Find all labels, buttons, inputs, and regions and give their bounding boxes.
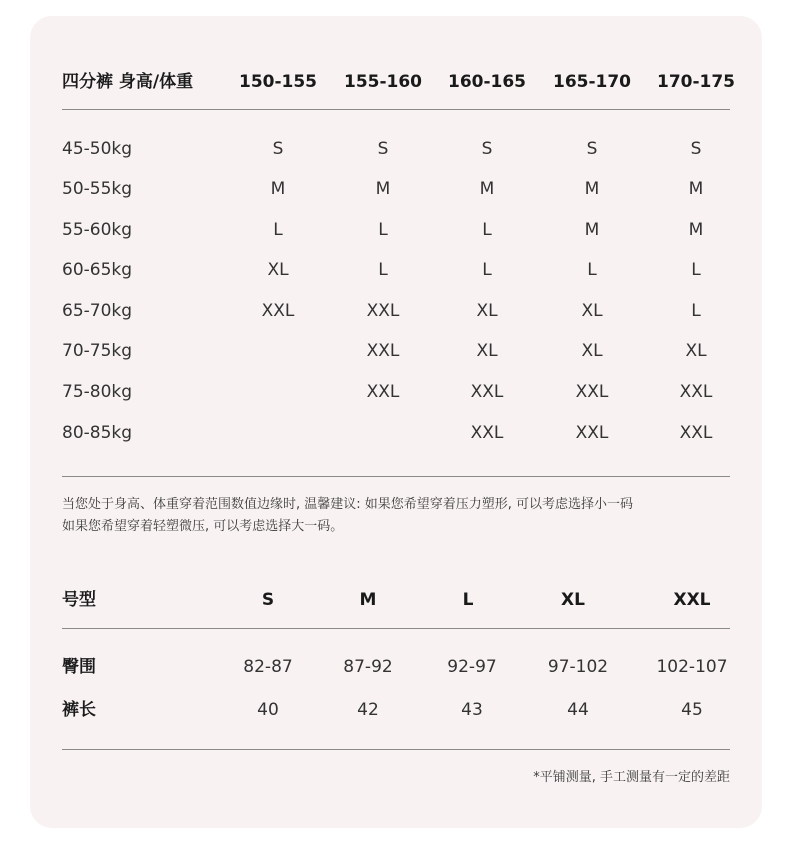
size-cell: XXL (679, 382, 713, 402)
table-row (62, 413, 730, 453)
size-cell: XXL (470, 423, 504, 443)
size-cell: XXL (366, 382, 400, 402)
size-cell: L (273, 220, 283, 240)
weight-label: 45-50kg (62, 139, 133, 159)
height-column-5: 170-175 (656, 72, 736, 92)
measurement-label-hip: 臀围 (62, 657, 96, 677)
measurement-cell: 102-107 (656, 657, 728, 677)
measurement-cell: 87-92 (343, 657, 393, 677)
size-cell: S (586, 139, 598, 159)
size-cell: L (482, 260, 492, 280)
size-cell: S (690, 139, 702, 159)
size-column-xl: XL (561, 590, 585, 610)
height-column-4: 165-170 (552, 72, 632, 92)
height-column-2: 155-160 (343, 72, 423, 92)
measurement-label-length: 裤长 (62, 700, 96, 720)
fit-advice-line-2: 如果您希望穿着轻塑微压, 可以考虑选择大一码。 (62, 519, 344, 534)
size-cell (343, 413, 423, 453)
measurement-cell: 43 (461, 700, 483, 720)
table-row (62, 647, 730, 687)
table-row (62, 690, 730, 730)
measurement-cell: 42 (357, 700, 379, 720)
size-cell: XXL (575, 423, 609, 443)
size-cell: L (378, 220, 388, 240)
size-cell: M (584, 220, 600, 240)
size-table-header-row (62, 62, 736, 102)
size-cell: XXL (366, 301, 400, 321)
size-cell: M (270, 179, 286, 199)
size-cell (238, 413, 318, 453)
size-cell: L (378, 260, 388, 280)
size-column-s: S (261, 590, 275, 610)
size-cell: XXL (261, 301, 295, 321)
measurement-table-bottom-divider (62, 749, 730, 750)
size-cell (238, 331, 318, 371)
size-cell: XXL (470, 382, 504, 402)
size-cell: M (479, 179, 495, 199)
size-cell: XL (267, 260, 289, 280)
size-cell: L (587, 260, 597, 280)
size-cell: M (688, 220, 704, 240)
weight-label: 80-85kg (62, 423, 133, 443)
measurement-cell: 40 (257, 700, 279, 720)
measurement-cell: 82-87 (243, 657, 293, 677)
weight-label: 70-75kg (62, 341, 133, 361)
table-row (62, 372, 730, 412)
size-cell: L (482, 220, 492, 240)
table-row (62, 331, 730, 371)
measurement-cell: 92-97 (447, 657, 497, 677)
measurement-cell: 44 (567, 700, 589, 720)
weight-label: 75-80kg (62, 382, 133, 402)
size-column-m: M (359, 590, 377, 610)
measurement-footnote: *平铺测量, 手工测量有一定的差距 (533, 770, 730, 785)
table-row (62, 210, 730, 250)
size-cell: XXL (679, 423, 713, 443)
weight-label: 60-65kg (62, 260, 133, 280)
size-column-xxl: XXL (673, 590, 711, 610)
weight-label: 65-70kg (62, 301, 133, 321)
size-table-corner-label: 四分裤 身高/体重 (62, 72, 194, 92)
measurement-table-header-divider (62, 628, 730, 629)
measurement-cell: 45 (681, 700, 703, 720)
measurement-table-header-row (62, 580, 730, 620)
measurement-cell: 97-102 (547, 657, 609, 677)
size-cell: L (691, 260, 701, 280)
size-cell: XL (476, 341, 498, 361)
size-cell: M (688, 179, 704, 199)
size-cell: S (481, 139, 493, 159)
size-cell: S (272, 139, 284, 159)
table-row (62, 169, 730, 209)
size-table-header-divider (62, 109, 730, 110)
size-cell: XXL (575, 382, 609, 402)
size-cell: M (584, 179, 600, 199)
height-column-3: 160-165 (447, 72, 527, 92)
size-cell: XXL (366, 341, 400, 361)
size-cell: XL (685, 341, 707, 361)
size-cell: XL (476, 301, 498, 321)
size-cell: L (691, 301, 701, 321)
size-cell: S (377, 139, 389, 159)
size-column-l: L (462, 590, 474, 610)
size-cell: XL (581, 341, 603, 361)
measurement-table-corner-label: 号型 (62, 590, 96, 610)
table-row (62, 129, 730, 169)
table-row (62, 291, 730, 331)
size-cell (238, 372, 318, 412)
size-cell: M (375, 179, 391, 199)
size-table-bottom-divider (62, 476, 730, 477)
height-column-1: 150-155 (238, 72, 318, 92)
weight-label: 50-55kg (62, 179, 133, 199)
weight-label: 55-60kg (62, 220, 133, 240)
fit-advice-line-1: 当您处于身高、体重穿着范围数值边缘时, 温馨建议: 如果您希望穿着压力塑形, 可以考虑选择小一码 (62, 497, 634, 512)
size-cell: XL (581, 301, 603, 321)
table-row (62, 250, 730, 290)
